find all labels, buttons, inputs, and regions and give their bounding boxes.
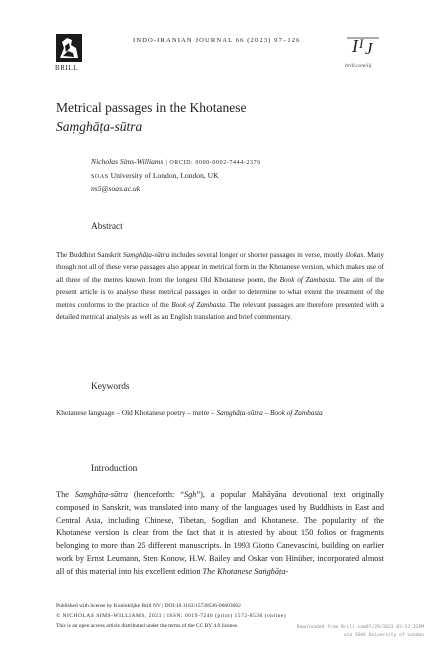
abstract-part: . The relevant passages are therefore presented with a detailed metrical analysis as well as an English translation and brief commentary. — [56, 300, 384, 322]
journal-header: INDO-IRANIAN JOURNAL 66 (2023) 97–126 — [133, 37, 301, 44]
affiliation-soas: SOAS — [91, 173, 109, 180]
footer-open-access: This is an open access article distributed under the terms of the CC BY 4.0 license. — [56, 623, 239, 629]
intro-part: ”), a popular Mahāyāna devotional text originally composed in Sanskrit, was translated into many of the languages used by Buddhists in East and Central Asia, including Chinese, Tibetan, Sogdian and Khotanese. The popularity of the Khotanese version is clear from the fact that it is attested by about 150 folios or fragments belonging to more than 25 different manuscripts. In 1993 Giotto Canevascini, building on earlier work by Ernst Leumann, Sten Konow, H.W. Bailey and Oskar von Hinüber, incorporated almost all of this material into his excellent edition — [56, 490, 384, 576]
intro-italic: The Khotanese Saṅghāṭa- — [202, 566, 289, 576]
author-orcid[interactable]: | ORCID: 0000-0002-7444-2376 — [163, 160, 261, 166]
author-email[interactable]: ns5@soas.ac.uk — [91, 184, 141, 194]
keyword-italic: Saṃghāṭa-sūtra — [216, 409, 263, 417]
keywords-heading: Keywords — [91, 382, 130, 392]
abstract-part: . Many though not all of these verse passages also appear in metrical form in the Khotanese version, which makes use of all three of the metres known from the longest Old Khotanese poem, the — [56, 251, 384, 284]
abstract-italic: ślokas — [345, 251, 364, 259]
introduction-text — [56, 489, 384, 579]
introduction-heading: Introduction — [91, 464, 138, 474]
download-stamp-line-1: Downloaded from Brill.com07/29/2023 03:52:33PM — [296, 625, 424, 630]
abstract-text — [56, 249, 384, 323]
keyword-part: – — [262, 409, 271, 417]
keywords-text — [56, 407, 384, 419]
keyword-italic: Book of Zambasta — [270, 409, 323, 417]
svg-text:I: I — [359, 36, 364, 51]
intro-italic: Saṃghāṭa-sūtra — [74, 490, 128, 499]
footer-license: Published with license by Koninklijke Brill NV | DOI:10.1163/15728536-06603002 — [56, 603, 241, 609]
title-line-1: Metrical passages in the Khotanese — [56, 100, 247, 115]
abstract-part: . The aim of the present article is to analyse these metrical passages in order to determine to what extent the treatment of the metres conforms to the practice of the — [56, 275, 384, 309]
intro-part: (henceforth: “ — [127, 490, 184, 499]
svg-text:J: J — [365, 39, 373, 58]
download-stamp-line-2: via SOAS University of London — [343, 633, 424, 639]
download-stamp — [262, 624, 424, 640]
intro-italic: Sgh — [184, 490, 197, 499]
abstract-italic: Book of Zambasta — [279, 275, 335, 284]
author-block — [91, 156, 391, 196]
abstract-italic: Book of Zambasta — [171, 300, 225, 309]
article-title — [56, 98, 386, 136]
abstract-part: The Buddhist Sanskrit — [56, 251, 123, 259]
title-line-2: Saṃghāṭa-sūtra — [56, 119, 143, 134]
author-affiliation: University of London, London, UK — [108, 170, 219, 180]
intro-part: The — [56, 490, 75, 499]
svg-text:I: I — [352, 36, 358, 56]
abstract-heading: Abstract — [91, 222, 123, 232]
abstract-italic: Saṃghāṭa-sūtra — [122, 251, 170, 259]
journal-logo-icon — [345, 28, 381, 58]
author-name: Nicholas Sims-Williams — [91, 157, 164, 166]
brill-logo-icon — [56, 34, 82, 62]
publisher-name: BRILL — [55, 64, 79, 72]
keyword-part: Khotanese language – Old Khotanese poetry – metre – — [56, 409, 217, 417]
abstract-part: includes several longer or shorter passages in verse, mostly — [169, 251, 346, 259]
footer-copyright: © NICHOLAS SIMS-WILLIAMS, 2023 | ISSN: 0019-7246 (print) 1572-8536 (online) — [56, 613, 287, 619]
journal-website: brill.com/iij — [345, 63, 372, 69]
